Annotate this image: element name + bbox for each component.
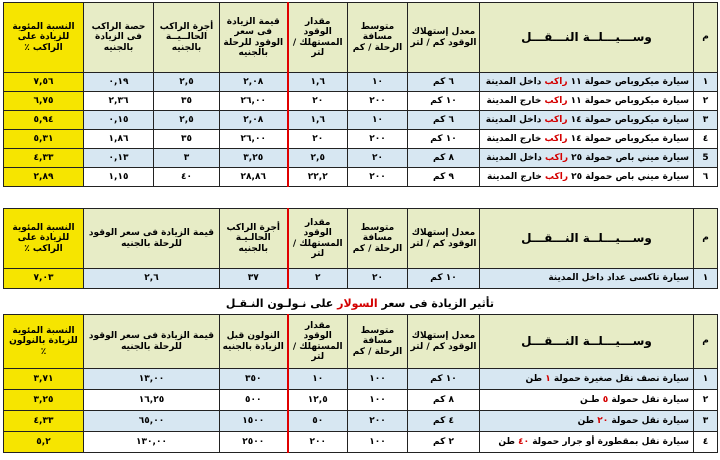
- vehicle-highlight: ١: [545, 373, 551, 384]
- table-row: [4, 111, 718, 130]
- taxi-fare-table: [3, 208, 718, 289]
- vehicle-cell: [480, 111, 694, 130]
- header-cell: النسبة المئوية للزيادة بالنولون ٪: [4, 315, 84, 369]
- header-cell: وســـيـــلــة النـــقـــل: [480, 3, 694, 73]
- header-cell: النسبة المئوية للزيادة على الراكب ٪: [4, 209, 84, 269]
- microbus-fare-table: [3, 2, 718, 187]
- distance-cell: ١٠٠: [348, 369, 408, 390]
- fare-cell: ٢٥٠٠: [220, 432, 288, 453]
- vehicle-cell: سيارة تاكسى عداد داخل المدينة: [480, 269, 694, 289]
- distance-cell: ٢٠٠: [348, 130, 408, 149]
- table-row: [4, 168, 718, 187]
- distance-cell: ١٠٠: [348, 432, 408, 453]
- table-row: [4, 411, 718, 432]
- vehicle-text: طن: [525, 373, 546, 384]
- header-cell: وســـيـــلــة النـــقـــل: [480, 315, 694, 369]
- percent-cell: ٣,٧١: [4, 369, 84, 390]
- table-header-row: [4, 3, 718, 73]
- table-row: [4, 130, 718, 149]
- vehicle-text: خارج المدينة: [486, 171, 545, 182]
- fare-cell: ٢,٥: [154, 73, 220, 92]
- increase-cell: ٢٦,٠٠: [220, 92, 288, 111]
- vehicle-text: خارج المدينة: [486, 133, 545, 144]
- row-number: ٣: [694, 411, 718, 432]
- header-cell: قيمة الزيادة فى سعر الوقود للرحلة بالجنيه: [84, 209, 220, 269]
- vehicle-text: سيارة نقل بمقطورة أو جرار حمولة: [529, 436, 689, 447]
- fare-cell: ١٥٠٠: [220, 411, 288, 432]
- header-cell: النسبة المئوية للزيادة على الراكب ٪: [4, 3, 84, 73]
- vehicle-text: طن: [577, 415, 598, 426]
- table-row: [4, 390, 718, 411]
- header-cell: قيمة الزيادة فى سعر الوقود للرحلة بالجنيه: [84, 315, 220, 369]
- consumption-cell: ٤ كم: [408, 411, 480, 432]
- vehicle-highlight: ٢٠: [597, 415, 609, 426]
- share-cell: ٢,٣٦: [84, 92, 154, 111]
- header-cell: م: [694, 3, 718, 73]
- fuel-cell: ٢: [288, 269, 348, 289]
- consumption-cell: ١٠ كم: [408, 92, 480, 111]
- share-cell: ٠,١٩: [84, 73, 154, 92]
- consumption-cell: ٩ كم: [408, 168, 480, 187]
- vehicle-highlight: راكب: [544, 95, 568, 106]
- share-cell: ١,٨٦: [84, 130, 154, 149]
- header-cell: وســـيـــلــة النـــقـــل: [480, 209, 694, 269]
- increase-cell: ٣,٢٥: [220, 149, 288, 168]
- percent-cell: ٧,٠٣: [4, 269, 84, 289]
- fuel-cell: ٢,٥: [288, 149, 348, 168]
- increase-cell: ١٦,٢٥: [84, 390, 220, 411]
- share-cell: ٠,١٣: [84, 149, 154, 168]
- fuel-cell: ١,٦: [288, 111, 348, 130]
- vehicle-text: داخل المدينة: [485, 114, 545, 125]
- vehicle-text: سيارة نقل حمولة: [608, 415, 689, 426]
- vehicle-text: سيارة ميني باص حمولة ٢٥: [568, 171, 689, 182]
- percent-cell: ٥,٣١: [4, 130, 84, 149]
- consumption-cell: ٢ كم: [408, 432, 480, 453]
- header-cell: معدل إستهلاك الوقود كم / لتر: [408, 3, 480, 73]
- vehicle-text: داخل المدينة: [485, 76, 545, 87]
- vehicle-highlight: راكب: [544, 114, 568, 125]
- header-cell: أجرة الراكب الحالــيــة بالجنيه: [154, 3, 220, 73]
- increase-cell: ٢٦,٠٠: [220, 130, 288, 149]
- header-cell: متوسط مسافة الرحلة / كم: [348, 209, 408, 269]
- row-number: ٢: [694, 390, 718, 411]
- share-cell: ١,١٥: [84, 168, 154, 187]
- vehicle-cell: [480, 130, 694, 149]
- header-cell: أجرة الراكب الحالـيـة بالجنيه: [220, 209, 288, 269]
- fuel-cell: ٢٠: [288, 130, 348, 149]
- increase-cell: ١٣,٠٠: [84, 369, 220, 390]
- percent-cell: ٦,٧٥: [4, 92, 84, 111]
- distance-cell: ١٠: [348, 73, 408, 92]
- fare-cell: ٢,٥: [154, 111, 220, 130]
- increase-cell: ٦٥,٠٠: [84, 411, 220, 432]
- percent-cell: ٣,٢٥: [4, 390, 84, 411]
- distance-cell: ٢٠: [348, 149, 408, 168]
- vehicle-text: داخل المدينة: [486, 152, 545, 163]
- caption-text: على نـولـون النـقـل: [225, 297, 338, 310]
- vehicle-text: طن: [498, 436, 519, 447]
- vehicle-highlight: راكب: [545, 171, 569, 182]
- table-row: [4, 432, 718, 453]
- fuel-cell: ٢٢,٢: [288, 168, 348, 187]
- vehicle-highlight: راكب: [544, 133, 568, 144]
- vehicle-highlight: ٤٠: [518, 436, 530, 447]
- percent-cell: ٤,٣٣: [4, 149, 84, 168]
- header-cell: مقدار الوقود المستهلك / لتر: [288, 315, 348, 369]
- consumption-cell: ٨ كم: [408, 149, 480, 168]
- table-row: [4, 269, 718, 289]
- header-cell: مقدار الوقود المستهلك / لتر: [288, 3, 348, 73]
- vehicle-text: طـن: [580, 394, 603, 405]
- share-cell: ٠,١٥: [84, 111, 154, 130]
- distance-cell: ٢٠٠: [348, 92, 408, 111]
- vehicle-cell: [480, 432, 694, 453]
- header-cell: قيمة الزيادة فى سعر الوقود للرحلة بالجنيه: [220, 3, 288, 73]
- consumption-cell: ٨ كم: [408, 390, 480, 411]
- vehicle-text: سيارة ميكروباص حمولة ١٤: [567, 114, 689, 125]
- header-cell: حصة الراكب فى الزيادة بالجنيه: [84, 3, 154, 73]
- percent-cell: ٥,٩٤: [4, 111, 84, 130]
- header-cell: م: [694, 209, 718, 269]
- vehicle-cell: [480, 92, 694, 111]
- vehicle-cell: [480, 168, 694, 187]
- increase-cell: ٢,٠٨: [220, 73, 288, 92]
- distance-cell: ٢٠: [348, 269, 408, 289]
- table-row: [4, 369, 718, 390]
- increase-cell: ١٣٠,٠٠: [84, 432, 220, 453]
- percent-cell: ٢,٨٩: [4, 168, 84, 187]
- table-row: [4, 73, 718, 92]
- vehicle-text: خارج المدينة: [486, 95, 545, 106]
- header-cell: متوسط مسافة الرحلة / كم: [348, 315, 408, 369]
- increase-cell: ٢,٦: [84, 269, 220, 289]
- vehicle-text: سيارة ميكروباص حمولة ١٤: [567, 133, 689, 144]
- table-row: [4, 92, 718, 111]
- table-header-row: [4, 315, 718, 369]
- caption-text: تأثير الزيادة فى سعر: [377, 297, 495, 310]
- fare-cell: ٣٥: [154, 130, 220, 149]
- vehicle-text: سيارة نقل حمولة: [608, 394, 689, 405]
- fuel-cell: ٥٠: [288, 411, 348, 432]
- header-cell: النولون قبل الزيادة بالجنيه: [220, 315, 288, 369]
- fuel-cell: ٢٠٠: [288, 432, 348, 453]
- fare-cell: ٣٥: [154, 92, 220, 111]
- row-number: ١: [694, 369, 718, 390]
- table-header-row: [4, 209, 718, 269]
- percent-cell: ٥,٢: [4, 432, 84, 453]
- header-cell: مقدار الوقود المستهلك / لتر: [288, 209, 348, 269]
- row-number: ٦: [694, 168, 718, 187]
- consumption-cell: ١٠ كم: [408, 269, 480, 289]
- distance-cell: ٢٠٠: [348, 411, 408, 432]
- increase-cell: ٢٨,٨٦: [220, 168, 288, 187]
- fuel-cell: ١٢,٥: [288, 390, 348, 411]
- fare-cell: ٣: [154, 149, 220, 168]
- fare-cell: ٥٠٠: [220, 390, 288, 411]
- fare-cell: ٤٠: [154, 168, 220, 187]
- fare-cell: ٣٥٠: [220, 369, 288, 390]
- consumption-cell: ١٠ كم: [408, 369, 480, 390]
- vehicle-cell: [480, 390, 694, 411]
- distance-cell: ١٠٠: [348, 390, 408, 411]
- consumption-cell: ٦ كم: [408, 111, 480, 130]
- row-number: ٢: [694, 92, 718, 111]
- vehicle-highlight: راكب: [545, 152, 569, 163]
- row-number: ٤: [694, 130, 718, 149]
- fuel-cell: ١,٦: [288, 73, 348, 92]
- vehicle-cell: [480, 411, 694, 432]
- row-number: 5: [694, 149, 718, 168]
- vehicle-highlight: راكب: [544, 76, 568, 87]
- percent-cell: ٤,٣٣: [4, 411, 84, 432]
- fuel-cell: ١٠: [288, 369, 348, 390]
- row-number: ١: [694, 73, 718, 92]
- vehicle-highlight: ٥: [602, 394, 609, 405]
- row-number: ٤: [694, 432, 718, 453]
- vehicle-cell: [480, 149, 694, 168]
- fare-cell: ٣٧: [220, 269, 288, 289]
- percent-cell: ٧,٥٦: [4, 73, 84, 92]
- header-cell: متوسط مسافة الرحلة / كم: [348, 3, 408, 73]
- vehicle-text: سيارة نصف نقل صغيرة حمولة: [550, 373, 689, 384]
- vehicle-cell: [480, 73, 694, 92]
- vehicle-text: سيارة ميني باص حمولة ٢٥: [568, 152, 689, 163]
- row-number: ٣: [694, 111, 718, 130]
- vehicle-text: سيارة ميكروباص حمولة ١١: [567, 76, 689, 87]
- header-cell: م: [694, 315, 718, 369]
- diesel-section-caption: [0, 297, 720, 310]
- row-number: ١: [694, 269, 718, 289]
- fuel-cell: ٢٠: [288, 92, 348, 111]
- table-row: [4, 149, 718, 168]
- vehicle-cell: [480, 369, 694, 390]
- increase-cell: ٢,٠٨: [220, 111, 288, 130]
- consumption-cell: ٦ كم: [408, 73, 480, 92]
- consumption-cell: ١٠ كم: [408, 130, 480, 149]
- distance-cell: ١٠: [348, 111, 408, 130]
- freight-fare-table: [3, 314, 718, 453]
- distance-cell: ٢٠٠: [348, 168, 408, 187]
- header-cell: معدل إستهلاك الوقود كم / لتر: [408, 209, 480, 269]
- caption-highlight: السولار: [337, 297, 378, 310]
- header-cell: معدل إستهلاك الوقود كم / لتر: [408, 315, 480, 369]
- vehicle-text: سيارة ميكروباص حمولة ١١: [567, 95, 689, 106]
